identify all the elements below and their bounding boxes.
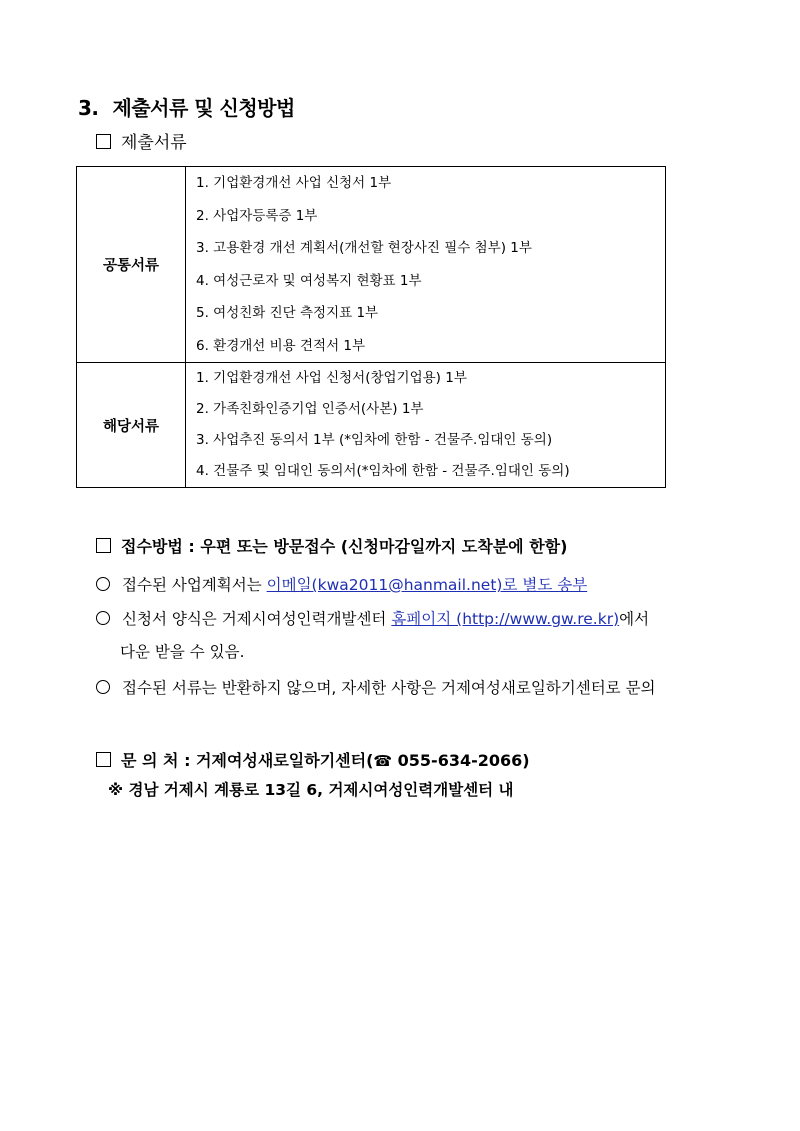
table-row (77, 363, 666, 488)
circle-bullet-icon (96, 680, 110, 694)
category-common: 공통서류 (77, 167, 186, 363)
category-applicable: 해당서류 (77, 363, 186, 488)
circle-bullet-icon (96, 611, 110, 625)
list-item: 6. 환경개선 비용 견적서 1부 (196, 337, 366, 354)
documents-table (76, 166, 666, 488)
section-title (78, 92, 295, 121)
applicable-items (186, 363, 666, 488)
list-item: 5. 여성친화 진단 측정지표 1부 (196, 305, 379, 321)
phone-icon: ☎ (373, 752, 393, 770)
checkbox-square-icon (96, 134, 111, 149)
list-item: 3. 사업추진 동의서 1부 (*임차에 한함 - 건물주.임대인 동의) (196, 432, 553, 448)
checkbox-square-icon (96, 752, 111, 767)
documents-heading: 제출서류 (96, 128, 187, 153)
section-title-text: 제출서류 및 신청방법 (112, 96, 295, 120)
address-note: ※ 경남 거제시 계룡로 13길 6, 거제시여성인력개발센터 내 (108, 781, 514, 799)
bullet-2: 신청서 양식은 거제시여성인력개발센터 홈페이지 (http://www.gw.re.kr)에서 (96, 607, 649, 629)
table-row (77, 167, 666, 363)
list-item: 4. 건물주 및 임대인 동의서(*임차에 한함 - 건물주.임대인 동의) (196, 463, 570, 479)
common-items (186, 167, 666, 363)
list-item: 1. 기업환경개선 사업 신청서(창업기업용) 1부 (196, 370, 467, 386)
bullet-2-continued: 다운 받을 수 있음. (120, 643, 245, 661)
bullet-1: 접수된 사업계획서는 이메일(kwa2011@hanmail.net)로 별도 송부 (96, 573, 587, 595)
checkbox-square-icon (96, 538, 111, 553)
homepage-link[interactable]: 홈페이지 (http://www.gw.re.kr) (391, 610, 620, 628)
submission-heading: 접수방법 : 우편 또는 방문접수 (신청마감일까지 도착분에 한함) (96, 534, 567, 557)
email-link[interactable]: 이메일(kwa2011@hanmail.net)로 별도 송부 (266, 576, 588, 594)
contact-line: 문 의 처 : 거제여성새로일하기센터(☎ 055-634-2066) (96, 748, 530, 771)
circle-bullet-icon (96, 577, 110, 591)
list-item: 2. 사업자등록증 1부 (196, 207, 318, 224)
bullet-3: 접수된 서류는 반환하지 않으며, 자세한 사항은 거제여성새로일하기센터로 문의 (96, 676, 656, 698)
list-item: 1. 기업환경개선 사업 신청서 1부 (196, 175, 392, 191)
section-number: 3. (78, 96, 99, 120)
phone-number: 055-634-2066) (392, 751, 530, 770)
list-item: 4. 여성근로자 및 여성복지 현황표 1부 (196, 272, 422, 289)
list-item: 3. 고용환경 개선 계획서(개선할 현장사진 필수 첨부) 1부 (196, 240, 532, 256)
list-item: 2. 가족친화인증기업 인증서(사본) 1부 (196, 401, 424, 417)
